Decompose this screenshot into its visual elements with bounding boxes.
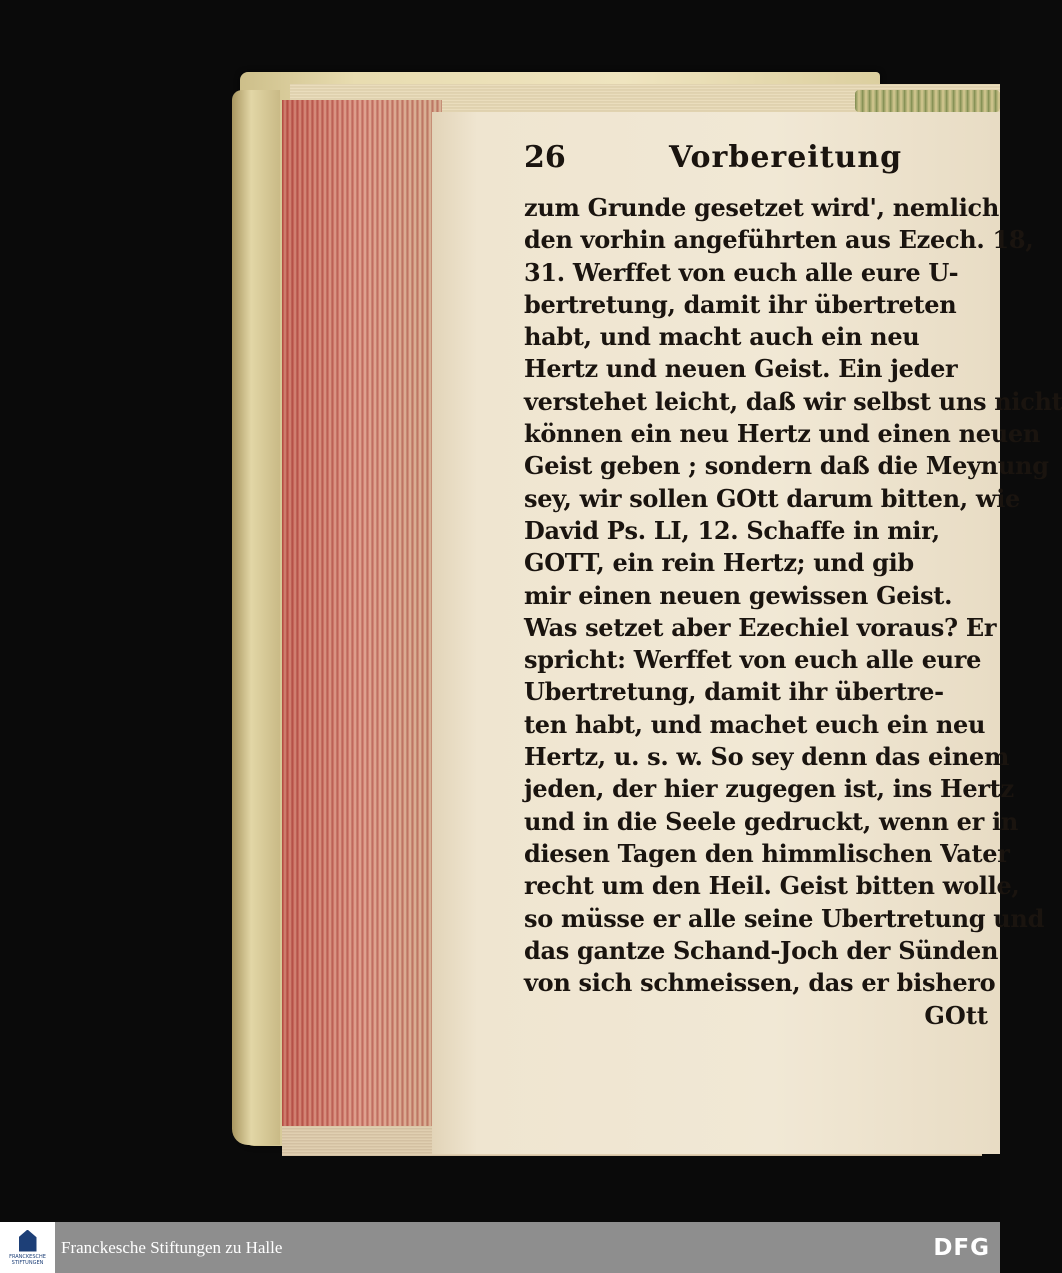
text-line: diesen Tagen den himmlischen Vater — [524, 838, 1010, 868]
catchword: GOtt — [924, 1001, 988, 1031]
text-line: verstehet leicht, daß wir selbst uns nicht — [524, 386, 1062, 416]
text-line: und in die Seele gedruckt, wenn er in — [524, 806, 1018, 836]
page-text-block — [524, 140, 1062, 1033]
dfg-logo[interactable]: DFG — [933, 1234, 990, 1261]
text-line: zum Grunde gesetzet wird', nemlich — [524, 193, 1000, 222]
text-line: können ein neu Hertz und einen neuen — [524, 419, 1041, 449]
running-head: Vorbereitung — [669, 140, 903, 175]
text-line: den vorhin angeführten aus Ezech. 18, — [524, 225, 1034, 255]
logo-text: FRANCKESCHE STIFTUNGEN — [9, 1253, 46, 1266]
text-line: Was setzet aber Ezechiel voraus? Er — [524, 612, 997, 642]
headband — [855, 90, 1000, 112]
institution-logo[interactable] — [0, 1222, 55, 1273]
institution-name[interactable]: Franckesche Stiftungen zu Halle — [61, 1237, 283, 1257]
text-line: jeden, der hier zugegen ist, ins Hertz — [524, 774, 1014, 804]
text-line: das gantze Schand-Joch der Sünden — [524, 935, 999, 965]
text-line: sey, wir sollen GOtt darum bitten, wie — [524, 483, 1020, 513]
text-line: Ubertretung, damit ihr übertre- — [524, 677, 944, 707]
text-lines — [524, 192, 1062, 999]
page-number: 26 — [524, 140, 566, 175]
text-line: habt, und macht auch ein neu — [524, 322, 920, 352]
text-line: GOTT, ein rein Hertz; und gib — [524, 548, 914, 578]
book-page — [432, 112, 1062, 1154]
red-page-edges — [282, 100, 442, 1155]
text-line: spricht: Werffet von euch alle eure — [524, 645, 982, 675]
text-line: ten habt, und machet euch ein neu — [524, 709, 986, 739]
building-icon — [19, 1230, 37, 1252]
text-line: David Ps. LI, 12. Schaffe in mir, — [524, 515, 940, 545]
text-line: bertretung, damit ihr übertreten — [524, 289, 957, 319]
text-line: mir einen neuen gewissen Geist. — [524, 580, 953, 610]
text-line: recht um den Heil. Geist bitten wolle, — [524, 871, 1020, 901]
page-header — [524, 140, 994, 192]
text-line: so müsse er alle seine Ubertretung und — [524, 903, 1045, 933]
viewer-footer — [0, 1222, 1000, 1273]
text-line: Geist geben ; sondern daß die Meynung — [524, 451, 1049, 481]
text-line: Hertz und neuen Geist. Ein jeder — [524, 354, 958, 384]
text-line: Hertz, u. s. w. So sey denn das einem — [524, 742, 1010, 772]
text-line: von sich schmeissen, das er bishero — [524, 968, 996, 998]
text-line: 31. Werffet von euch alle eure U- — [524, 257, 959, 287]
book-spine — [232, 90, 280, 1145]
